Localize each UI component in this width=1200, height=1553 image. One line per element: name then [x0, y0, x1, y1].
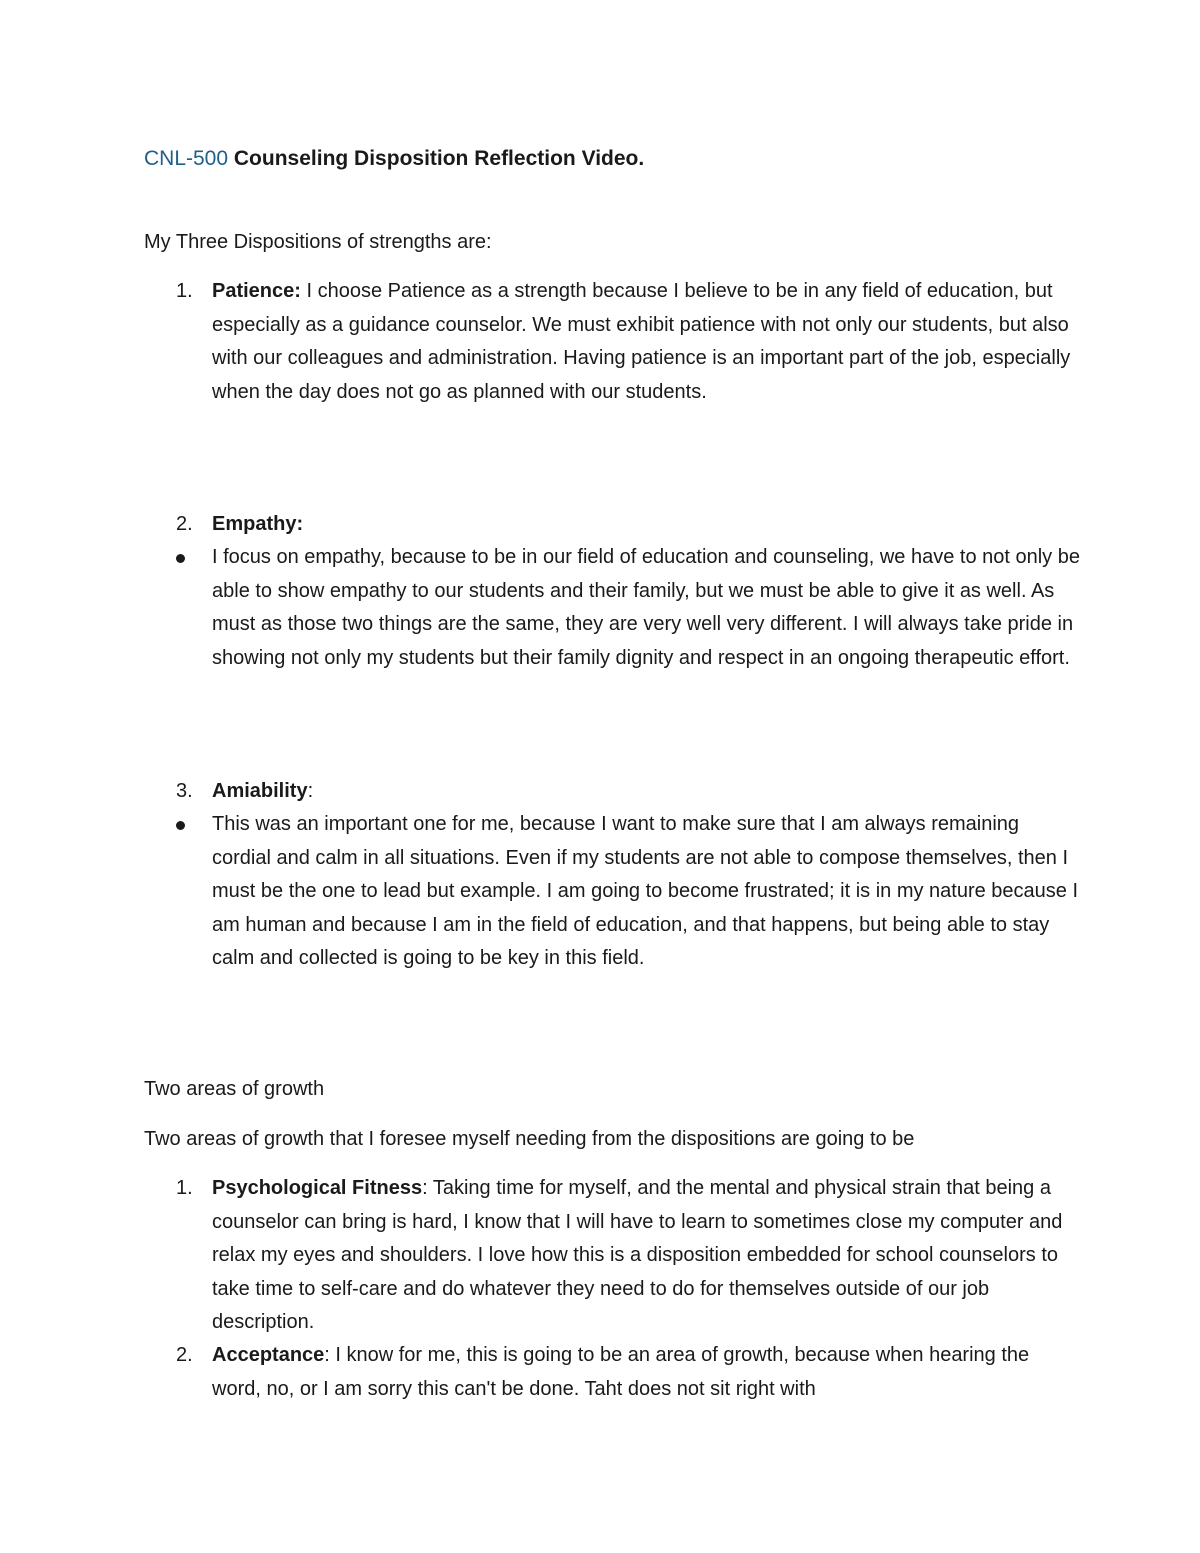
list-number: 2.: [176, 1344, 193, 1366]
growth-text: : Taking time for myself, and the mental and physical strain that being a counselor can bring is hard, I know that I will have to learn to sometimes close my computer and relax my eyes and shoulders. I love how this is a disposition embedded for school counselors to take time to self-care and do whatever they need to do for themselves outside of our job description.: [212, 1177, 1063, 1334]
growth-heading: Two areas of growth: [144, 1078, 325, 1100]
course-code: CNL-500: [144, 147, 229, 170]
title-text: Counseling Disposition Reflection Video.: [233, 147, 645, 170]
strength-amiability-text: This was an important one for me, because I want to make sure that I am always remaining cordial and calm in all situations. Even if my students are not able to compose themselves, then I must be the one to lead but example. I am going to become frustrated; it is in my nature because I am human and because I am in the field of education, and that happens, but being able to stay calm and collected is going to be key in this field.: [212, 813, 1079, 970]
bullet-icon: [176, 554, 185, 563]
document-title: [144, 143, 644, 175]
strength-term: Patience:: [212, 280, 301, 302]
bullet-icon: [176, 821, 185, 830]
growth-term: Acceptance: [212, 1344, 325, 1366]
strength-empathy-heading: [212, 508, 1082, 542]
list-number: 1.: [176, 280, 193, 302]
strength-term: Empathy:: [212, 513, 304, 535]
growth-text: : I know for me, this is going to be an area of growth, because when hearing the word, no, or I am sorry this can't be done. Taht does not sit right with: [212, 1344, 1030, 1400]
strength-term: Amiability: [212, 780, 308, 802]
list-number: 3.: [176, 780, 193, 802]
strength-term-suffix: :: [307, 780, 314, 802]
strength-patience: [212, 275, 1082, 409]
growth-acceptance: [212, 1339, 1082, 1406]
list-number: 1.: [176, 1177, 193, 1199]
strength-empathy-text: I focus on empathy, because to be in our field of education and counseling, we have to not only be able to show empathy to our students and their family, but we must be able to give it as well. As must as those two things are the same, they are very well very different. I will always take pride in showing not only my students but their family dignity and respect in an ongoing therapeutic effort.: [212, 546, 1080, 669]
growth-intro: Two areas of growth that I foresee myself needing from the dispositions are going to be: [144, 1128, 915, 1150]
strength-amiability-heading: [212, 775, 1082, 809]
strength-text: I choose Patience as a strength because I believe to be in any field of education, but especially as a guidance counselor. We must exhibit patience with not only our students, but also with our colleagues and administration. Having patience is an important part of the job, especially when the day does not go as planned with our students.: [212, 280, 1071, 403]
growth-psychological-fitness: [212, 1172, 1082, 1340]
growth-term: Psychological Fitness: [212, 1177, 423, 1199]
strengths-intro: My Three Dispositions of strengths are:: [144, 231, 492, 253]
list-number: 2.: [176, 513, 193, 535]
